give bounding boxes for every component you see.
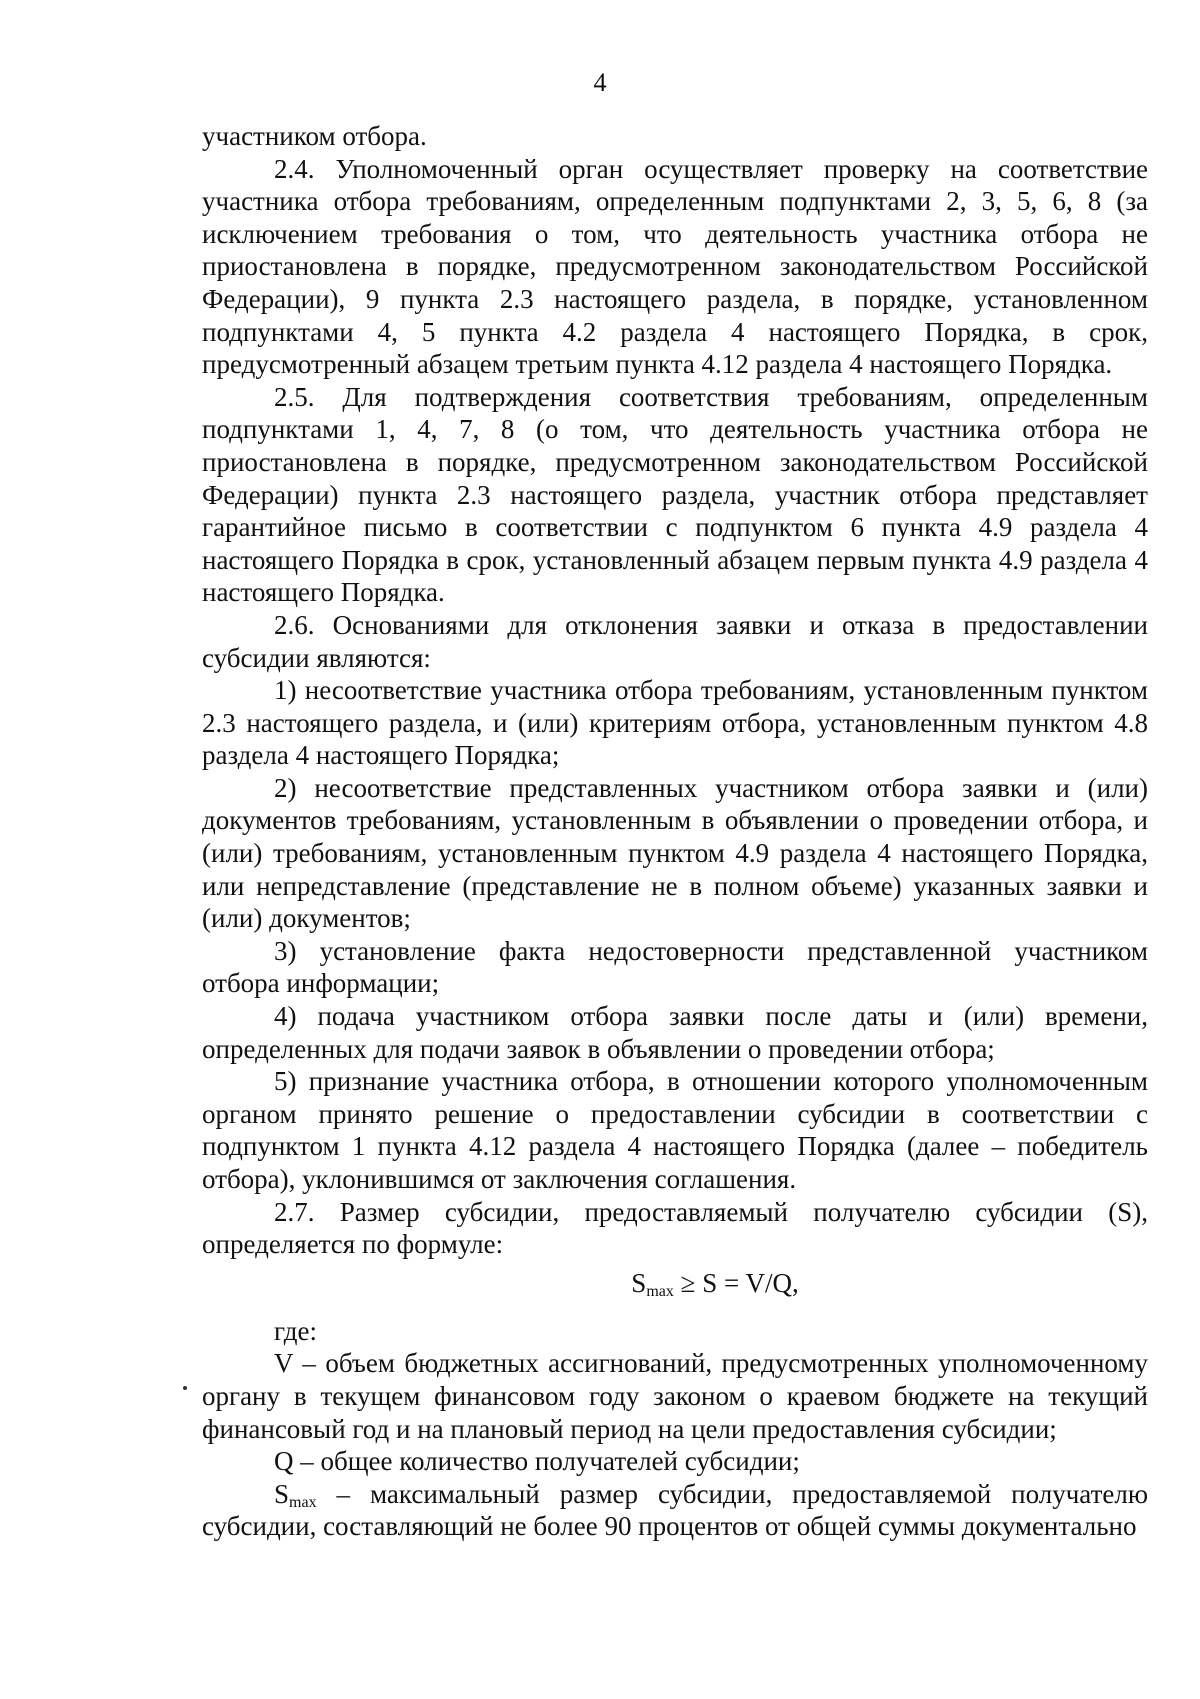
formula-rhs: ≥ S = V/Q,: [673, 1267, 799, 1298]
smax-base: S: [274, 1478, 290, 1509]
list-item-5: 5) признание участника отбора, в отношении которого уполномоченным органом принято решение о предоставлении субсидии в соответствии с подпунктом 1 пункта 4.12 раздела 4 настоящего Порядка (далее – победитель отбора), уклонившимся от заключения соглашения.: [202, 1066, 1148, 1194]
formula-lhs-symbol: S: [631, 1267, 647, 1298]
definition-v: V – объем бюджетных ассигнований, предусмотренных уполномоченному органу в текущем финансовом году законом о краевом бюджете на текущий финансовый год и на плановый период на цели предоставления субсидии;: [202, 1348, 1148, 1444]
definition-q: Q – общее количество получателей субсидии;: [274, 1446, 800, 1477]
document-body: [202, 120, 1148, 1543]
paragraph-continuation: участником отбора.: [202, 121, 427, 151]
where-label: где:: [274, 1315, 317, 1346]
paragraph-2-6: 2.6. Основаниями для отклонения заявки и отказа в предоставлении субсидии являются:: [202, 609, 1148, 673]
paragraph-2-5: 2.5. Для подтверждения соответствия требованиям, определенным подпунктами 1, 4, 7, 8 (о том, что деятельность участника отбора не приостановлена в порядке, предусмотренном законодательством Российской Федерации) пункта 2.3 настоящего раздела, участник отбора представляет гарантийное письмо в соответствии с подпунктом 6 пункта 4.9 раздела 4 настоящего Порядка в срок, установленный абзацем первым пункта 4.9 раздела 4 настоящего Порядка.: [202, 381, 1148, 608]
formula-lhs-subscript: max: [646, 1282, 674, 1300]
subsidy-formula: [202, 1265, 1148, 1301]
definition-smax: [202, 1478, 1148, 1543]
definition-smax-text: – максимальный размер субсидии, предоставляемой получателю субсидии, составляющий не более 90 процентов от общей суммы документально: [202, 1478, 1148, 1542]
list-item-1: 1) несоответствие участника отбора требованиям, установленным пунктом 2.3 настоящего раздела, и (или) критериям отбора, установленным пунктом 4.8 раздела 4 настоящего Порядка;: [202, 675, 1148, 771]
list-item-2: 2) несоответствие представленных участником отбора заявки и (или) документов требованиям, установленным в объявлении о проведении отбора, и (или) требованиям, установленным пунктом 4.9 раздела 4 настоящего Порядка, или непредставление (представление не в полном объеме) указанных заявки и (или) документов;: [202, 772, 1148, 934]
scan-speck: [183, 1386, 187, 1390]
list-item-3: 3) установление факта недостоверности представленной участником отбора информации;: [202, 935, 1148, 999]
list-item-4: 4) подача участником отбора заявки после даты и (или) времени, определенных для подачи заявок в объявлении о проведении отбора;: [202, 1001, 1148, 1064]
paragraph-2-4: 2.4. Уполномоченный орган осуществляет проверку на соответствие участника отбора требованиям, определенным подпунктами 2, 3, 5, 6, 8 (за исключением требования о том, что деятельность участника отбора не приостановлена в порядке, предусмотренном законодательством Российской Федерации), 9 пункта 2.3 настоящего раздела, в порядке, установленном подпунктами 4, 5 пункта 4.2 раздела 4 настоящего Порядка, в срок, предусмотренный абзацем третьим пункта 4.12 раздела 4 настоящего Порядка.: [202, 153, 1148, 380]
smax-symbol: [274, 1479, 317, 1509]
page-number: 4: [593, 68, 607, 97]
paragraph-2-7: 2.7. Размер субсидии, предоставляемый получателю субсидии (S), определяется по формуле:: [202, 1196, 1148, 1260]
smax-subscript: max: [289, 1493, 317, 1511]
